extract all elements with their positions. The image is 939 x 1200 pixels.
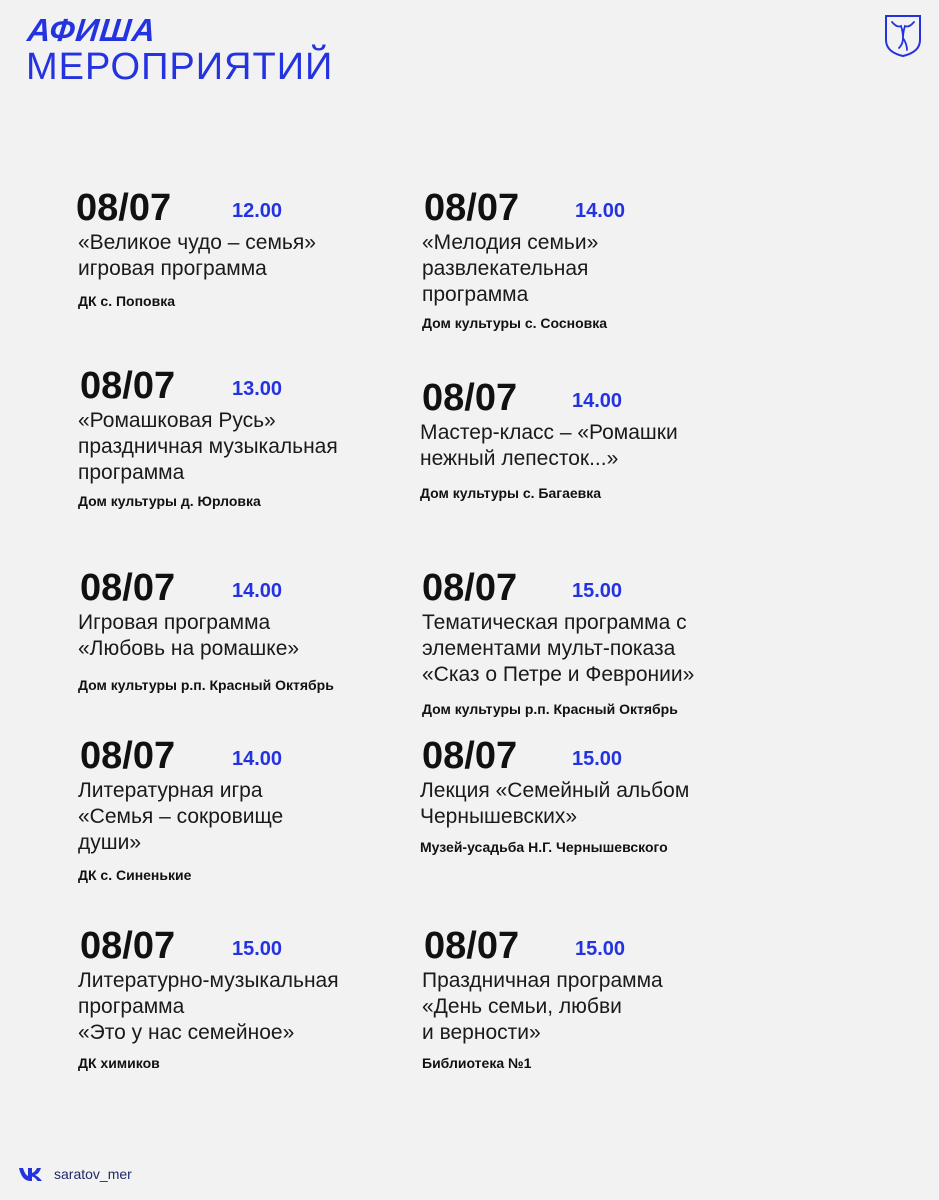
event-date: 08/07	[422, 377, 518, 419]
event-date: 08/07	[422, 735, 518, 777]
event-description: «Ромашковая Русь» праздничная музыкальная программа	[78, 409, 338, 484]
title-line-afisha: АФИША	[25, 12, 159, 48]
vk-icon	[18, 1166, 46, 1182]
event-venue: Музей-усадьба Н.Г. Чернышевского	[420, 839, 668, 855]
event-venue: Библиотека №1	[422, 1055, 532, 1071]
event-date: 08/07	[422, 567, 518, 609]
event-venue: ДК с. Поповка	[78, 293, 175, 309]
event-time: 14.00	[232, 580, 283, 602]
event-time: 15.00	[572, 748, 623, 770]
event-date: 08/07	[80, 567, 176, 609]
event-description: Игровая программа «Любовь на ромашке»	[78, 611, 300, 660]
event-description: Мастер-класс – «Ромашки нежный лепесток...»	[420, 421, 678, 470]
event-description: Праздничная программа «День семьи, любви и верности»	[422, 969, 663, 1044]
event-description: «Великое чудо – семья» игровая программа	[78, 231, 316, 280]
event-venue: Дом культуры р.п. Красный Октябрь	[78, 677, 334, 693]
event-date: 08/07	[80, 365, 176, 407]
event-date: 08/07	[76, 187, 172, 229]
event-description: Литературная игра «Семья – сокровище души»	[78, 779, 284, 854]
event-time: 14.00	[232, 748, 283, 770]
title-line-events: МЕРОПРИЯТИЙ	[26, 46, 334, 88]
event-description: «Мелодия семьи» развлекательная программа	[422, 231, 599, 306]
event-description: Литературно-музыкальная программа «Это у нас семейное»	[78, 969, 339, 1044]
event-time: 13.00	[232, 378, 283, 400]
event-date: 08/07	[424, 187, 520, 229]
event-date: 08/07	[80, 735, 176, 777]
event-description: Тематическая программа с элементами мульт-показа «Сказ о Петре и Февронии»	[422, 611, 695, 686]
footer-handle: saratov_mer	[54, 1166, 132, 1182]
city-coat-of-arms-icon	[884, 14, 922, 58]
event-venue: ДК с. Синенькие	[78, 867, 192, 883]
event-time: 15.00	[232, 938, 283, 960]
event-time: 15.00	[572, 580, 623, 602]
event-venue: Дом культуры с. Сосновка	[422, 315, 608, 331]
event-time: 14.00	[572, 390, 623, 412]
event-venue: Дом культуры с. Багаевка	[420, 485, 602, 501]
page-title	[26, 14, 333, 86]
event-venue: Дом культуры р.п. Красный Октябрь	[422, 701, 678, 717]
event-venue: ДК химиков	[78, 1055, 160, 1071]
event-date: 08/07	[424, 925, 520, 967]
event-venue: Дом культуры д. Юрловка	[78, 493, 261, 509]
event-time: 12.00	[232, 200, 283, 222]
event-date: 08/07	[80, 925, 176, 967]
footer-social-link[interactable]	[18, 1166, 132, 1182]
event-description: Лекция «Семейный альбом Чернышевских»	[420, 779, 690, 828]
event-time: 14.00	[575, 200, 626, 222]
event-time: 15.00	[575, 938, 626, 960]
